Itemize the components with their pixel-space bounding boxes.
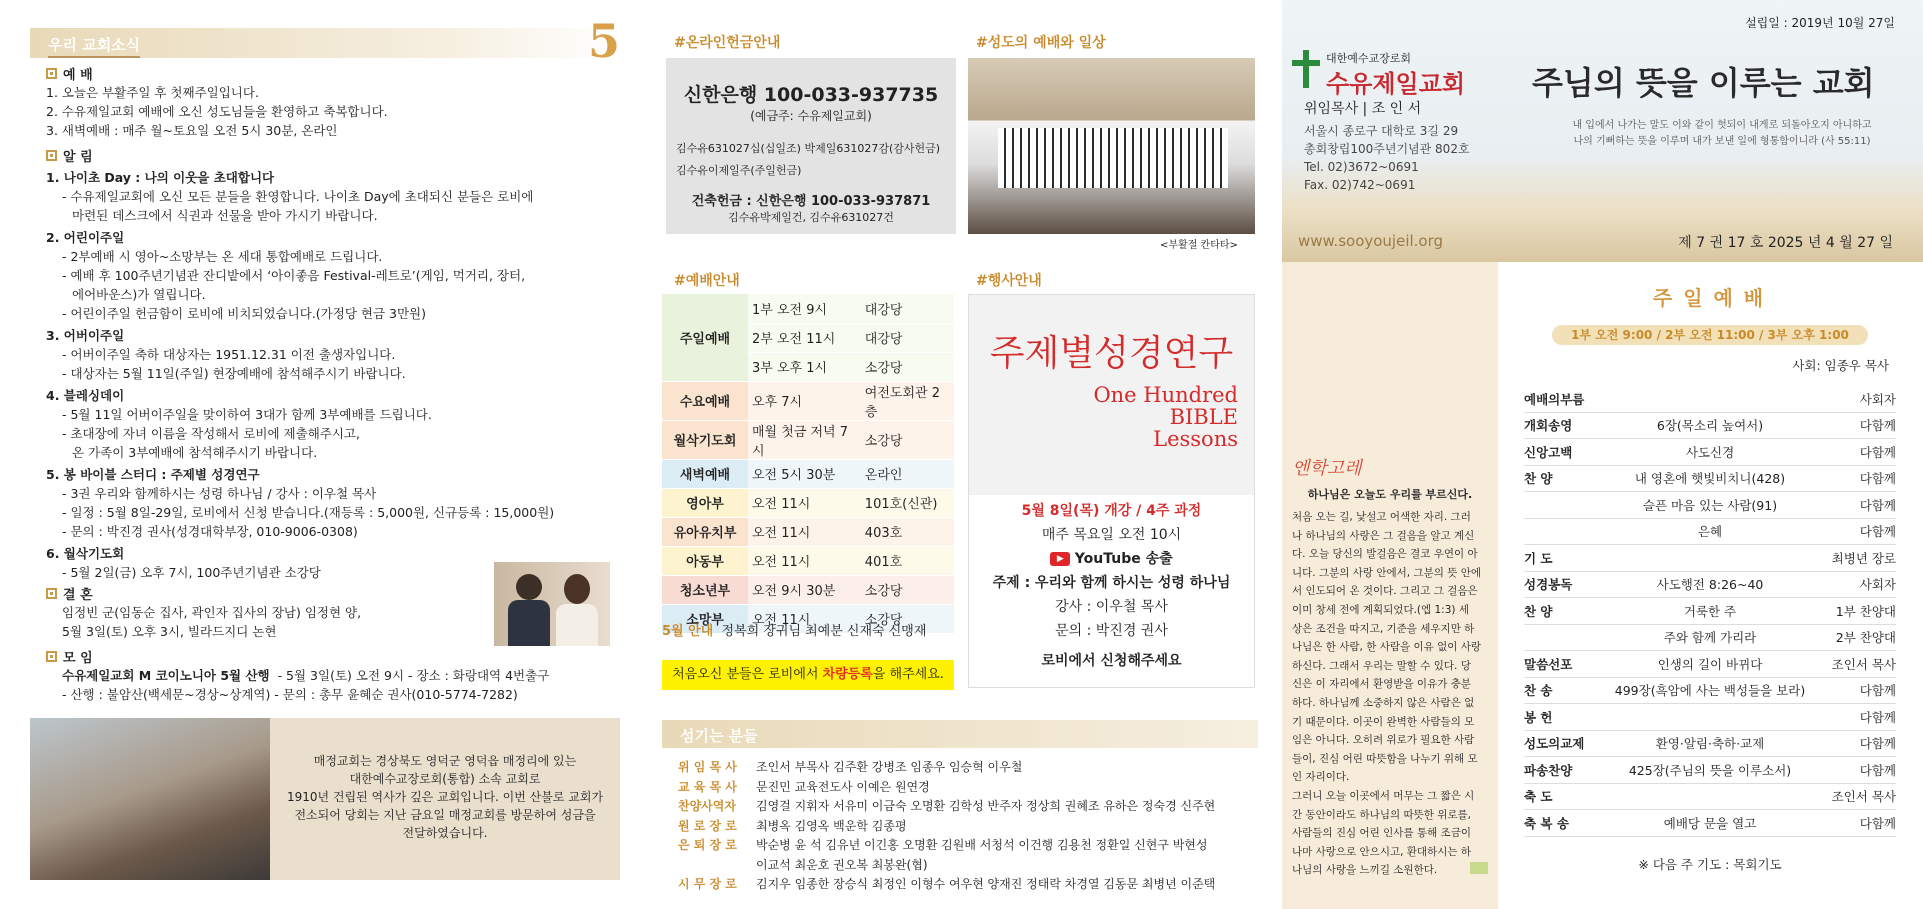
service-row xyxy=(662,488,954,517)
reflection-line: 니다. 그분의 사랑 안에서, 그분의 뜻 안에 xyxy=(1292,566,1481,579)
reflection-line: 다. 오늘 당신의 발걸음은 결코 우연이 아 xyxy=(1292,548,1478,561)
church-news-header: 우리 교회소식 5 xyxy=(30,28,620,58)
order-row xyxy=(1524,413,1896,440)
server-role: 위 임 목 사 xyxy=(678,760,737,774)
church-motto: 주님의 뜻을 이루는 교회 xyxy=(1532,64,1875,102)
account-holder: (예금주: 수유제일교회) xyxy=(750,109,872,123)
reflection-line: 임은 아니다. 오히려 위로가 필요한 사람 xyxy=(1292,734,1475,747)
reflection-line: 하다. 하나님께 소중하지 않은 사람은 없 xyxy=(1292,696,1475,709)
service-place: 온라인 xyxy=(861,459,954,488)
service-time: 오전 11시 xyxy=(748,604,861,633)
church-name: 수유제일교회 xyxy=(1326,70,1466,98)
bride-body xyxy=(556,604,598,646)
server-role: 찬양사역자 xyxy=(678,799,736,813)
service-time: 오전 11시 xyxy=(748,517,861,546)
notice-item-line: - 초대장에 자녀 이름을 작성해서 로비에 제출해주시고, xyxy=(62,426,360,441)
order-person: 최병년 장로 xyxy=(1831,550,1896,566)
reflection-line: 기 때문이다. 이곳이 완벽한 사람들의 모 xyxy=(1292,715,1475,728)
sunday-service-title: 주 일 예 배 xyxy=(1652,286,1766,310)
order-content: 예배당 문을 열고 xyxy=(1663,815,1757,831)
event-en-title: One Hundred BIBLE Lessons xyxy=(1093,383,1238,451)
notice-item-line: - 일정 : 5월 8일-29일, 로비에서 신청 받습니다.(재등록 : 5,000원, 신규등록 : 15,000원) xyxy=(62,505,555,520)
reflection-line: 처음 오는 길, 낯설고 어색한 자리. 그러 xyxy=(1292,511,1471,523)
service-time: 1부 오전 9시 xyxy=(748,294,861,323)
reflection-line: 나마 사랑으로 안으시고, 환대하시는 하 xyxy=(1292,845,1471,858)
service-row xyxy=(662,294,954,323)
service-row xyxy=(662,575,954,604)
square-bullet-icon xyxy=(46,588,57,599)
order-content: 슬픈 마음 있는 사람(91) xyxy=(1642,497,1778,513)
service-name: 청소년부 xyxy=(662,575,748,604)
reflection-line: 서 인도되어 온 것이다. 그리고 그 걸음은 xyxy=(1292,585,1478,598)
order-person: 다함께 xyxy=(1859,444,1896,460)
notice-item-line: - 문의 : 박진경 권사(성경대학부장, 010-9006-0308) xyxy=(62,524,358,539)
wedding-line: 임정빈 군(임동순 집사, 곽인자 집사의 장남) 임정현 양, xyxy=(62,605,362,620)
wedding-line: 5월 3일(토) 오후 3시, 빌라드지디 논현 xyxy=(62,624,277,639)
notice-item-line: 마련된 데스크에서 식권과 선물을 받아 가시기 바랍니다. xyxy=(72,208,378,223)
page-number: 5 xyxy=(587,14,620,68)
reflection-line: 간 동안이라도 하나님의 따뜻한 위로를, xyxy=(1292,808,1471,821)
order-item: 찬 송 xyxy=(1524,683,1553,699)
event-title: 주제별성경연구 xyxy=(989,333,1234,374)
burned-church-photo xyxy=(30,718,270,880)
notice-item-head: 2. 어린이주일 xyxy=(46,230,125,245)
server-row xyxy=(678,836,1258,856)
order-row xyxy=(1524,519,1896,546)
notice-item-head: 6. 월삭기도회 xyxy=(46,546,125,561)
choir-figures xyxy=(998,128,1228,188)
square-bullet-icon xyxy=(46,150,57,161)
notice-item-head: 1. 나이초 Day : 나의 이웃을 초대합니다 xyxy=(46,170,275,185)
order-row xyxy=(1524,572,1896,599)
service-time: 매월 첫금 저녁 7시 xyxy=(748,420,861,459)
youtube-line: ▶ YouTube 송출 xyxy=(969,547,1254,571)
notice-item-line: - 어린이주일 헌금함이 로비에 비치되었습니다.(가정당 현금 3만원) xyxy=(62,306,426,321)
order-row xyxy=(1524,757,1896,784)
building-offering: 건축헌금 : 신한은행 100-033-937871 xyxy=(691,194,931,209)
server-role: 은 퇴 장 로 xyxy=(678,838,737,852)
reflection-line: 나 하나님의 사랑은 그 걸음을 알고 계신 xyxy=(1292,529,1475,542)
service-name: 아동부 xyxy=(662,546,748,575)
service-place: 101호(신관) xyxy=(861,488,954,517)
order-item: 기 도 xyxy=(1524,550,1553,566)
maejeong-text: 매정교회는 경상북도 영덕군 영덕읍 매정리에 있는 대한예수교장로회(통합) 소속 교회로 1910년 건립된 역사가 깊은 교회입니다. 이번 산불로 교회가 전소되어 당회는 지난 금요일 매정교회를 방문하여 성금을 전달하였습니다. xyxy=(286,754,604,840)
youtube-icon: ▶ xyxy=(1050,552,1070,566)
worship-line: 3. 새벽예배 : 매주 월~토요일 오전 5시 30분, 온라인 xyxy=(46,123,338,138)
welcome-banner: 처음오신 분들은 로비에서 차량등록을 해주세요. xyxy=(662,660,954,690)
notice-item-head: 3. 어버이주일 xyxy=(46,328,125,343)
order-item: 신앙고백 xyxy=(1524,444,1573,460)
service-time: 2부 오전 11시 xyxy=(748,323,861,352)
server-row xyxy=(678,797,1258,817)
order-content: 사도신경 xyxy=(1685,444,1735,460)
service-place: 소강당 xyxy=(861,575,954,604)
order-row xyxy=(1524,810,1896,837)
worship-line: 2. 수유제일교회 예배에 오신 성도님들을 환영하고 축복합니다. xyxy=(46,104,388,119)
notice-item-head: 5. 봉 바이블 스터디 : 주제별 성경연구 xyxy=(46,467,260,482)
worship-section-title: 예 배 xyxy=(46,64,620,83)
masthead xyxy=(1282,0,1923,262)
server-names: 김영걸 지휘자 서유미 이금숙 오명환 김학성 반주자 정상희 권혜조 유하은 정숙경 신주현 xyxy=(756,799,1216,813)
server-names: 조인서 부목사 김주환 강병조 임종우 임승혁 이우철 xyxy=(756,760,1023,774)
order-content: 425장(주님의 뜻을 이루소서) xyxy=(1628,762,1792,778)
order-row xyxy=(1524,598,1896,625)
worship-lines xyxy=(46,83,620,140)
service-place: 소강당 xyxy=(861,420,954,459)
order-item: 파송찬양 xyxy=(1524,762,1573,778)
next-prayer: ※ 다음 주 기도 : 목회기도 xyxy=(1638,857,1782,872)
photo-caption: <부활절 칸타타> xyxy=(1160,240,1238,251)
denomination: 대한예수교장로회 xyxy=(1326,52,1412,65)
order-item: 말씀선포 xyxy=(1524,656,1573,672)
order-person: 1부 찬양대 xyxy=(1835,603,1896,619)
service-time: 오전 11시 xyxy=(748,488,861,517)
service-row xyxy=(662,381,954,420)
server-names: 최병옥 김영옥 백운학 김종평 xyxy=(756,818,907,833)
service-time: 오전 11시 xyxy=(748,546,861,575)
service-times: 1부 오전 9:00 / 2부 오전 11:00 / 3부 오후 1:00 xyxy=(1552,325,1868,345)
order-row xyxy=(1524,492,1896,519)
order-person: 2부 찬양대 xyxy=(1835,630,1896,646)
reflection-line: 하신다. 그래서 우리는 말할 수 있다. 당 xyxy=(1292,659,1471,672)
service-place: 소강당 xyxy=(861,352,954,381)
issue-info: 제 7 권 17 호 2025 년 4 월 27 일 xyxy=(1678,235,1893,251)
order-content: 주와 함께 가리라 xyxy=(1663,630,1757,646)
service-time: 오후 7시 xyxy=(748,381,861,420)
notice-item-line: 에어바운스)가 열립니다. xyxy=(72,287,206,302)
order-item: 축 복 송 xyxy=(1524,815,1569,831)
reflection-title: 하나님은 오늘도 우리를 부르신다. xyxy=(1307,488,1473,501)
server-role: 교 육 목 사 xyxy=(678,779,737,794)
reflection-line: 나님은 한 사람, 한 사람을 이유 없이 사랑 xyxy=(1292,641,1481,654)
event-box xyxy=(968,294,1255,688)
order-person: 조인서 목사 xyxy=(1831,656,1896,672)
order-row xyxy=(1524,651,1896,678)
order-row xyxy=(1524,545,1896,572)
service-time: 오전 9시 30분 xyxy=(748,575,861,604)
service-place: 대강당 xyxy=(861,294,954,323)
event-details: 5월 8일(목) 개강 / 4주 과정 매주 목요일 오전 10시 ▶ YouTube 송출 주제 : 우리와 함께 하시는 성령 하나님 강사 : 이우철 목사 문의 : 박진경 권사 로비에서 신청해주세요 xyxy=(969,499,1254,673)
server-names: 김지우 임종한 장승식 최정인 이형수 여우현 양재진 정태락 차경열 김동문 최병년 이준택 xyxy=(756,877,1216,891)
order-item: 찬 양 xyxy=(1524,603,1553,619)
notice-item-line: - 3권 우리와 함께하시는 성령 하나님 / 강사 : 이우철 목사 xyxy=(62,486,377,501)
may-notice: 5월 안내 정복희 장귀님 최예분 신재숙 신맹재 xyxy=(662,624,927,639)
offering-box xyxy=(666,58,956,234)
order-person: 조인서 목사 xyxy=(1831,789,1896,805)
reflection-line: 상은 조건을 따지고, 기준을 세우지만 하 xyxy=(1292,622,1475,635)
notice-item-line: - 5월 2일(금) 오후 7시, 100주년기념관 소강당 xyxy=(62,565,321,580)
server-row xyxy=(678,817,1258,837)
service-name: 주일예배 xyxy=(662,294,748,381)
reflection-line: 이미 창세 전에 계획되었다.(엡 1:3) 세 xyxy=(1292,603,1469,616)
order-row xyxy=(1524,466,1896,493)
scripture-verse: 내 입에서 나가는 말도 이와 같이 헛되이 내게로 되돌아오지 아니하고 나의 기뻐하는 뜻을 이루며 내가 보낸 일에 형통함이니라 (사 55:11) xyxy=(1572,120,1872,147)
service-place: 여전도회관 2층 xyxy=(861,381,954,420)
wedding-section-title: 결 혼 xyxy=(46,584,620,603)
notice-item-line: - 예배 후 100주년기념관 잔디밭에서 ‘아이좋음 Festival-레트로’(게임, 먹거리, 장터, xyxy=(62,268,526,283)
bride-figure xyxy=(564,574,590,604)
servers-list xyxy=(678,758,1258,895)
service-place: 403호 xyxy=(861,517,954,546)
notice-section-title: 알 림 xyxy=(46,146,620,165)
server-names: 박순병 윤 석 김유년 이긴홍 오명환 김원배 서청석 이건행 김용천 정환일 신현구 박현성 xyxy=(756,838,1208,852)
service-order-table xyxy=(1524,386,1896,837)
reflection-body xyxy=(1292,508,1492,880)
order-person: 다함께 xyxy=(1859,683,1896,699)
order-content: 6장(목소리 높여서) xyxy=(1656,418,1764,434)
service-name: 영아부 xyxy=(662,488,748,517)
order-item: 성경봉독 xyxy=(1524,577,1573,593)
order-person: 다함께 xyxy=(1859,524,1896,540)
reflection-heading: 엔학고레 xyxy=(1292,458,1362,479)
notice-item-line: - 대상자는 5월 11일(주일) 현장예배에 참석해주시기 바랍니다. xyxy=(62,366,406,381)
service-name: 새벽예배 xyxy=(662,459,748,488)
order-content: 은혜 xyxy=(1697,524,1723,540)
event-poster xyxy=(969,295,1254,495)
groom-figure xyxy=(516,574,542,600)
service-name: 소망부 xyxy=(662,604,748,633)
order-item: 성도의교제 xyxy=(1524,736,1585,752)
server-names: 문진민 교육전도사 이예은 원연경 xyxy=(756,779,930,794)
reflection-line: 신은 이 자리에서 환영받을 이유가 충분 xyxy=(1292,678,1471,691)
founding-date: 설립일 : 2019년 10월 27일 xyxy=(1745,16,1895,30)
server-role: 원 로 장 로 xyxy=(678,818,737,833)
order-row xyxy=(1524,625,1896,652)
service-time: 3부 오후 1시 xyxy=(748,352,861,381)
servers-header: 섬기는 분들 xyxy=(662,720,1258,748)
notice-item-line: - 5월 11일 어버이주일을 맞이하여 3대가 함께 3부예배를 드립니다. xyxy=(62,407,432,422)
order-person: 다함께 xyxy=(1859,815,1896,831)
event-head: #행사안내 xyxy=(976,273,1042,289)
wedding-photo xyxy=(494,562,610,646)
order-row xyxy=(1524,704,1896,731)
order-person: 사회자 xyxy=(1859,577,1896,593)
building-accounts: 김수유박제일건, 김수유631027건 xyxy=(728,211,894,224)
service-name: 월삭기도회 xyxy=(662,420,748,459)
order-content: 사도행전 8:26~40 xyxy=(1656,577,1764,593)
order-person: 사회자 xyxy=(1859,391,1896,407)
service-head: #예배안내 xyxy=(674,273,740,289)
service-time: 오전 5시 30분 xyxy=(748,459,861,488)
photo-head: #성도의 예배와 일상 xyxy=(976,35,1106,51)
reflection-line: 사람들의 진심 어린 인사를 통해 조금이 xyxy=(1292,827,1471,840)
notice-items xyxy=(46,168,620,582)
order-row xyxy=(1524,784,1896,811)
order-person: 다함께 xyxy=(1859,709,1896,725)
website-url[interactable]: www.sooyoujeil.org xyxy=(1298,232,1444,250)
server-row xyxy=(678,778,1258,798)
server-row xyxy=(678,856,1258,876)
order-item: 찬 양 xyxy=(1524,471,1553,487)
service-table xyxy=(662,294,954,634)
meeting-section-title: 모 임 xyxy=(46,647,620,666)
service-row xyxy=(662,459,954,488)
cantata-photo xyxy=(968,58,1255,234)
reflection-panel xyxy=(1282,262,1498,909)
order-row xyxy=(1524,731,1896,758)
reflection-line: 들이, 진심 어린 따뜻함을 나누기 위해 모 xyxy=(1292,752,1478,765)
server-names: 이교석 최운호 권오복 최봉완(협) xyxy=(756,857,928,872)
service-name: 수요예배 xyxy=(662,381,748,420)
maejeong-church-panel xyxy=(30,718,620,880)
order-row xyxy=(1524,678,1896,705)
square-bullet-icon xyxy=(46,68,57,79)
senior-pastor: 위임목사 | 조 인 서 xyxy=(1304,101,1422,117)
service-row xyxy=(662,517,954,546)
order-person: 다함께 xyxy=(1859,762,1896,778)
order-row xyxy=(1524,386,1896,413)
order-item: 봉 헌 xyxy=(1524,709,1553,725)
service-place: 소강당 xyxy=(861,604,954,633)
meeting-line: 수유제일교회 M 코이노니아 5월 산행 - 5월 3일(토) 오전 9시 - 장소 : 화랑대역 4번출구 xyxy=(62,668,550,683)
service-row xyxy=(662,546,954,575)
notice-item-line: - 2부예배 시 영아~소망부는 온 세대 통합예배로 드립니다. xyxy=(62,249,383,264)
reflection-line: 인 자리이다. xyxy=(1292,771,1350,784)
notice-item-line: - 수유제일교회에 오신 모든 분들을 환영합니다. 나이초 Day에 초대되신 분들은 로비에 xyxy=(62,189,534,204)
order-item: 예배의부름 xyxy=(1524,391,1585,407)
service-place: 401호 xyxy=(861,546,954,575)
server-row xyxy=(678,875,1258,895)
order-content: 인생의 길이 바뀌다 xyxy=(1657,656,1763,672)
order-content: 내 영혼에 햇빛비치니(428) xyxy=(1634,471,1786,487)
square-bullet-icon xyxy=(46,651,57,662)
service-row xyxy=(662,420,954,459)
address-block: 서울시 종로구 대학로 3길 29 총회창립100주년기념관 802호 Tel. 02)3672~0691 Fax. 02)742~0691 xyxy=(1304,124,1470,192)
bank-account: 신한은행 100-033-937735 xyxy=(683,84,939,106)
service-name: 유아유치부 xyxy=(662,517,748,546)
groom-body xyxy=(508,600,550,646)
order-content: 거룩한 주 xyxy=(1683,603,1737,619)
order-content: 환영·알림·축하·교제 xyxy=(1655,736,1765,752)
order-person: 다함께 xyxy=(1859,497,1896,513)
meeting-line: - 산행 : 불암산(백세문~경상~상계역) - 문의 : 총무 윤혜순 권사(010-5774-7282) xyxy=(62,687,518,702)
order-person: 다함께 xyxy=(1859,736,1896,752)
notice-item-head: 4. 블레싱데이 xyxy=(46,388,125,403)
server-row xyxy=(678,758,1258,778)
reflection-line: 그러니 오늘 이곳에서 머무는 그 짧은 시 xyxy=(1292,789,1475,802)
server-role xyxy=(678,856,756,876)
worship-line: 1. 오늘은 부활주일 후 첫째주일입니다. xyxy=(46,85,259,100)
order-row xyxy=(1524,439,1896,466)
account-list: 김수유631027십(십일조) 박제일631027감(감사헌금) 김수유이제일주(주일헌금) xyxy=(676,142,941,177)
notice-item-line: 온 가족이 3부예배에 참석해주시기 바랍니다. xyxy=(72,445,318,460)
order-person: 다함께 xyxy=(1859,471,1896,487)
order-content: 499장(흑암에 사는 백성들을 보라) xyxy=(1614,683,1806,699)
order-item: 개회송영 xyxy=(1524,418,1573,434)
order-item: 축 도 xyxy=(1524,789,1553,805)
notice-item-line: - 어버이주일 축하 대상자는 1951.12.31 이전 출생자입니다. xyxy=(62,347,396,362)
cross-logo-icon xyxy=(1292,50,1320,88)
order-person: 다함께 xyxy=(1859,418,1896,434)
offering-head: #온라인헌금안내 xyxy=(674,35,781,51)
server-role: 시 무 장 로 xyxy=(678,877,737,891)
envelope-icon xyxy=(1470,862,1488,874)
reflection-line: 나님의 사랑을 느끼길 소원한다. xyxy=(1292,864,1438,877)
service-leader: 사회: 임종우 목사 xyxy=(1792,358,1889,373)
service-place: 대강당 xyxy=(861,323,954,352)
